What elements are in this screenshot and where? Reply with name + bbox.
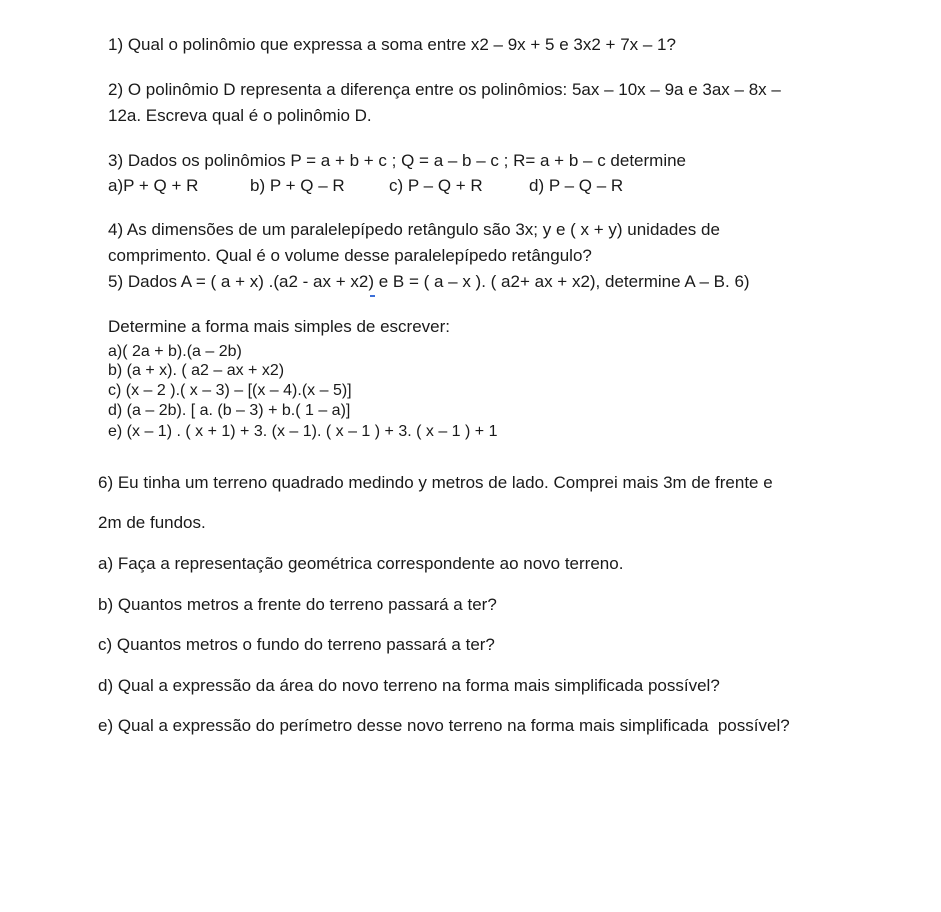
- question-6-line-2: 2m de fundos.: [98, 513, 206, 532]
- question-6-part-a: a) Faça a representação geométrica correspondente ao novo terreno.: [98, 554, 624, 573]
- spellcheck-mark: [370, 295, 375, 297]
- simplify-item-b: b) (a + x). ( a2 – ax + x2): [108, 362, 285, 379]
- question-3-option-a: a)P + Q + R: [108, 176, 199, 195]
- question-3-option-d: d) P – Q – R: [529, 176, 624, 195]
- question-6-part-c: c) Quantos metros o fundo do terreno passará a ter?: [98, 635, 495, 654]
- question-2-line-2: 12a. Escreva qual é o polinômio D.: [108, 106, 372, 125]
- simplify-item-a: a)( 2a + b).(a – 2b): [108, 343, 242, 360]
- question-4-line-1: 4) As dimensões de um paralelepípedo retângulo são 3x; y e ( x + y) unidades de: [108, 220, 720, 239]
- question-3-option-b: b) P + Q – R: [250, 176, 345, 195]
- question-6-part-e: e) Qual a expressão do perímetro desse novo terreno na forma mais simplificada possível?: [98, 716, 790, 735]
- question-2-line-1: 2) O polinômio D representa a diferença entre os polinômios: 5ax – 10x – 9a e 3ax – 8x –: [108, 80, 781, 99]
- question-4-line-2: comprimento. Qual é o volume desse paralelepípedo retângulo?: [108, 246, 592, 265]
- question-6-line-1: 6) Eu tinha um terreno quadrado medindo y metros de lado. Comprei mais 3m de frente e: [98, 473, 773, 492]
- question-5: 5) Dados A = ( a + x) .(a2 - ax + x2) e B = ( a – x ). ( a2+ ax + x2), determine A – B. 6): [108, 272, 750, 291]
- simplify-item-e: e) (x – 1) . ( x + 1) + 3. (x – 1). ( x – 1 ) + 3. ( x – 1 ) + 1: [108, 423, 498, 440]
- simplify-title: Determine a forma mais simples de escrever:: [108, 317, 451, 336]
- question-6-part-d: d) Qual a expressão da área do novo terreno na forma mais simplificada possível?: [98, 676, 720, 695]
- question-6-part-b: b) Quantos metros a frente do terreno passará a ter?: [98, 595, 497, 614]
- simplify-item-d: d) (a – 2b). [ a. (b – 3) + b.( 1 – a)]: [108, 402, 351, 419]
- question-3-option-c: c) P – Q + R: [389, 176, 483, 195]
- question-3-stem: 3) Dados os polinômios P = a + b + c ; Q = a – b – c ; R= a + b – c determine: [108, 151, 687, 170]
- simplify-item-c: c) (x – 2 ).( x – 3) – [(x – 4).(x – 5)]: [108, 382, 352, 399]
- question-1: 1) Qual o polinômio que expressa a soma entre x2 – 9x + 5 e 3x2 + 7x – 1?: [108, 35, 676, 54]
